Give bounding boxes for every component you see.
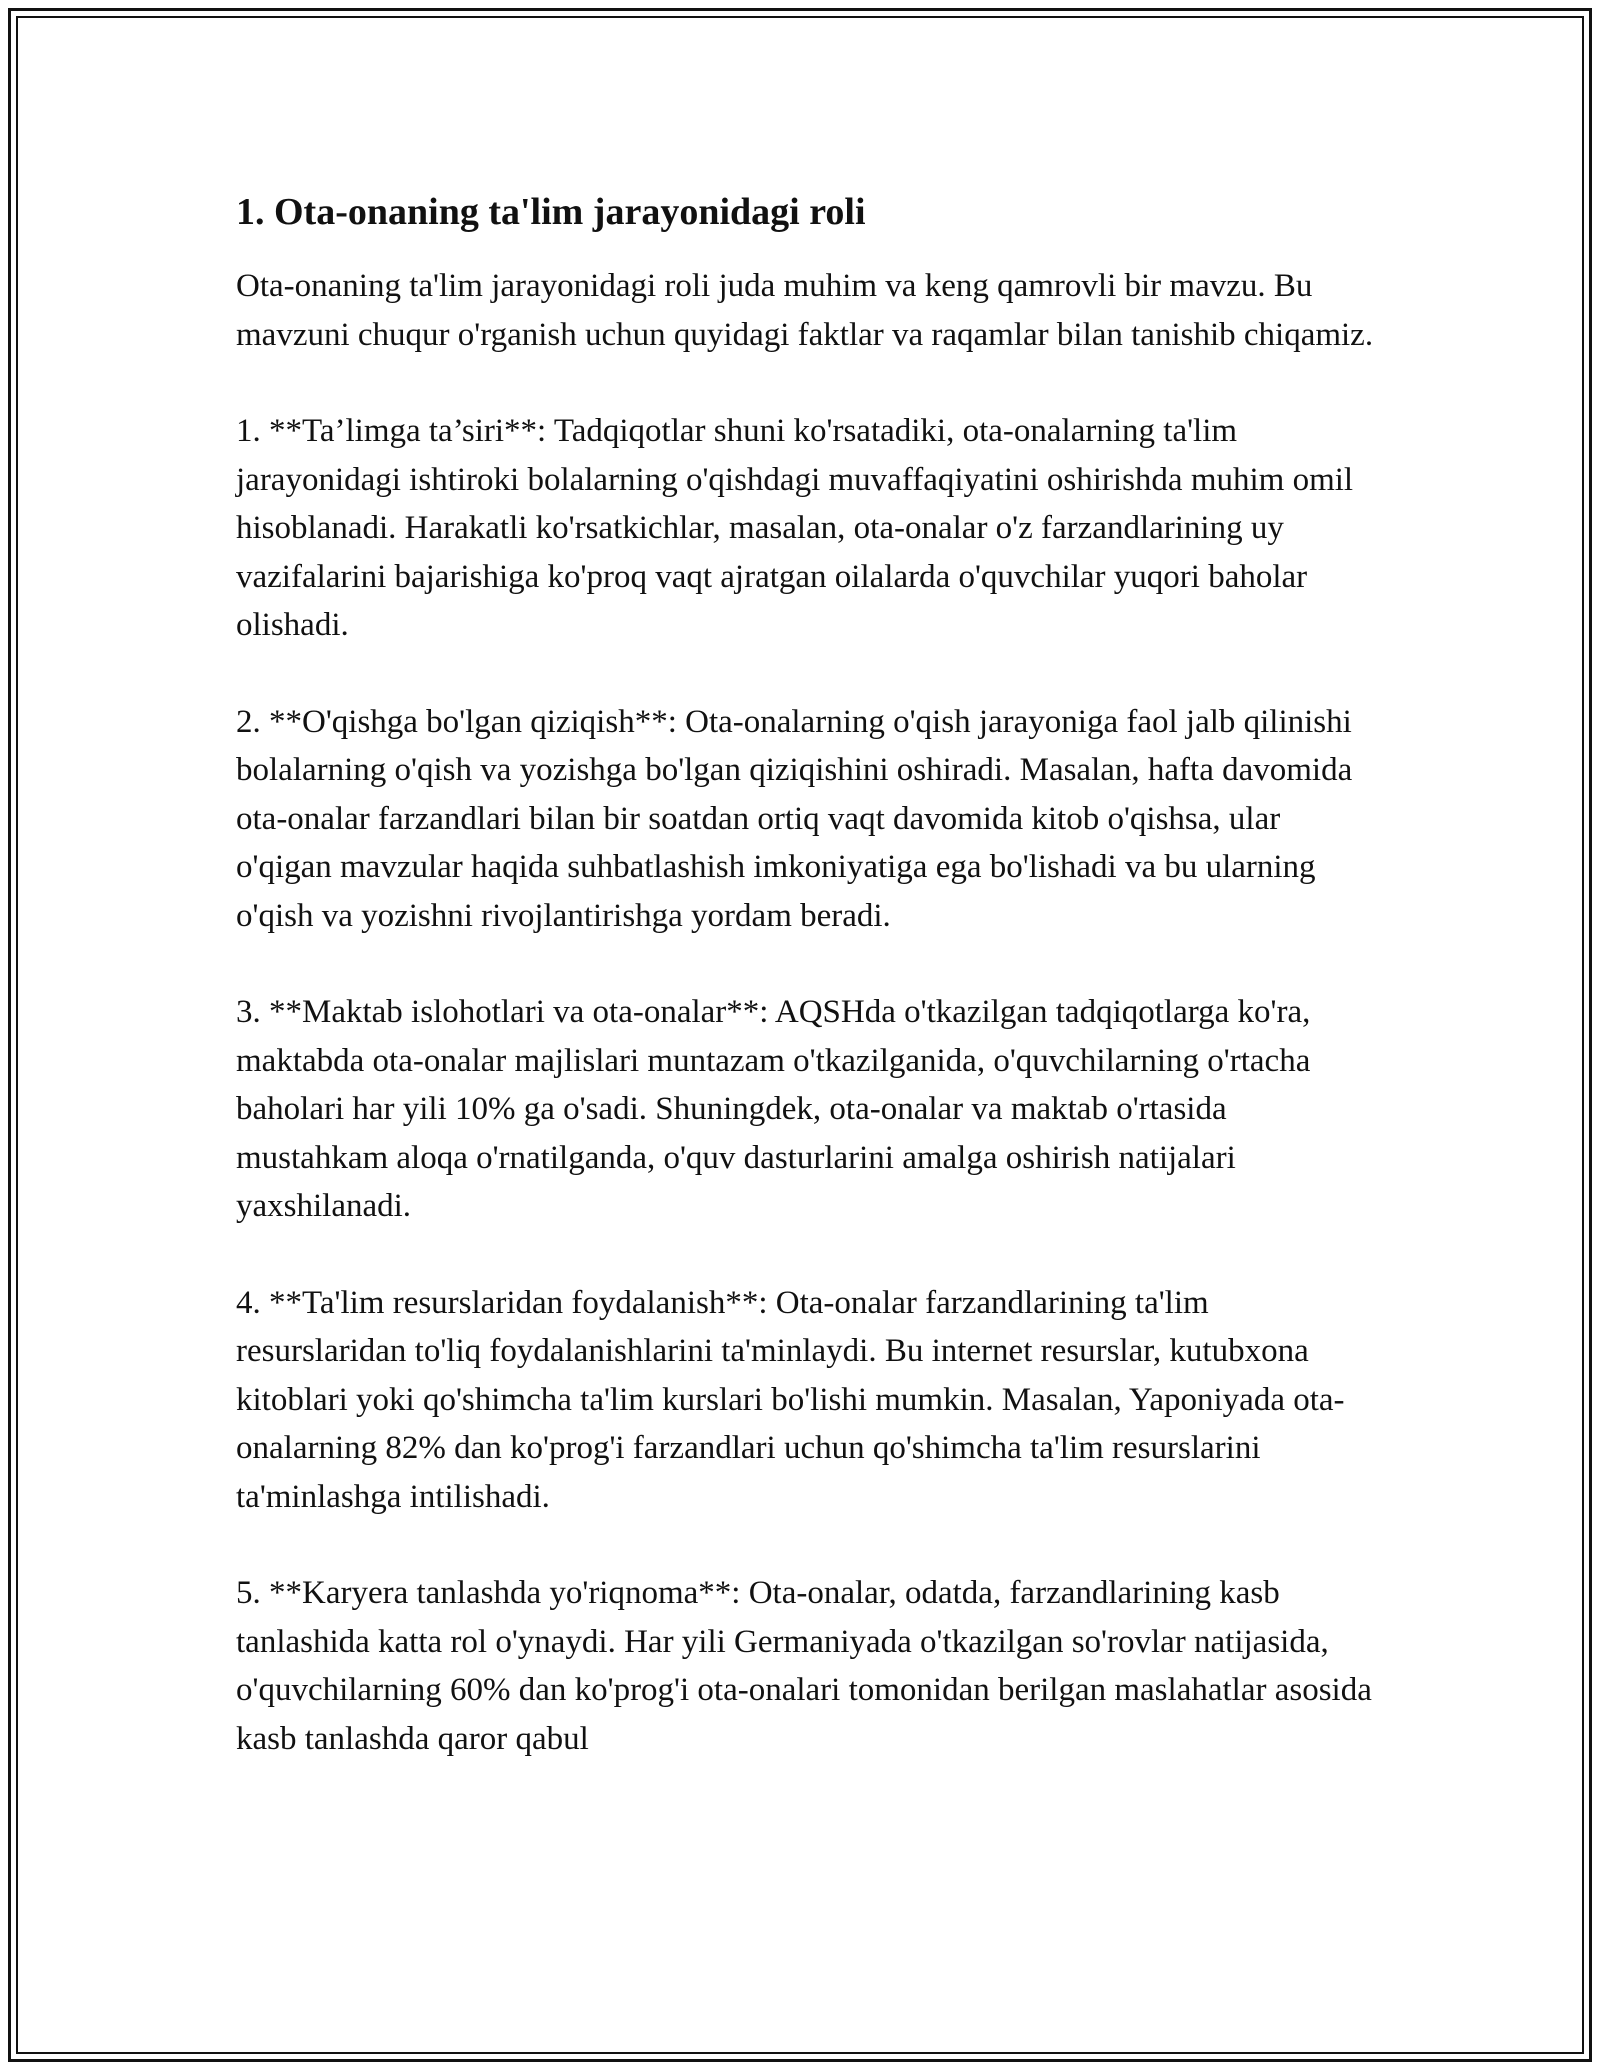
document-title: 1. Ota-onaning ta'lim jarayonidagi roli <box>236 191 866 233</box>
paragraph-item-1: 1. **Ta’limga ta’siri**: Tadqiqotlar shuni ko'rsatadiki, ota-onalarning ta'lim jarayonidagi ishtiroki bolalarning o'qishdagi muvaffaqiyatini oshirishda muhim omil hisoblanadi. Harakatli ko'rsatkichlar, masalan, ota-onalar o'z farzandlarining uy vazifalarini bajarishiga ko'proq vaqt ajratgan oilalarda o'quvchilar yuqori baholar olishadi. <box>236 413 1354 643</box>
paragraph-item-5: 5. **Karyera tanlashda yo'riqnoma**: Ota-onalar, odatda, farzandlarining kasb tanlashida katta rol o'ynaydi. Har yili Germaniyada o'tkazilgan so'rovlar natijasida, o'quvchilarning 60% dan ko'prog'i ota-onalari tomonidan berilgan maslahatlar asosida kasb tanlashda qaror qabul <box>236 1575 1372 1757</box>
intro-paragraph: Ota-onaning ta'lim jarayonidagi roli juda muhim va keng qamrovli bir mavzu. Bu mavzuni chuqur o'rganish uchun quyidagi faktlar va raqamlar bilan tanishib chiqamiz. <box>236 268 1374 353</box>
document-body <box>236 188 1376 1811</box>
paragraph-item-3: 3. **Maktab islohotlari va ota-onalar**: AQSHda o'tkazilgan tadqiqotlarga ko'ra, maktabda ota-onalar majlislari muntazam o'tkazilganida, o'quvchilarning o'rtacha baholari har yili 10% ga o'sadi. Shuningdek, ota-onalar va maktab o'rtasida mustahkam aloqa o'rnatilganda, o'quv dasturlarini amalga oshirish natijalari yaxshilanadi. <box>236 994 1311 1224</box>
paragraph-item-4: 4. **Ta'lim resurslaridan foydalanish**: Ota-onalar farzandlarining ta'lim resurslaridan to'liq foydalanishlarini ta'minlaydi. Bu internet resurslar, kutubxona kitoblari yoki qo'shimcha ta'lim kurslari bo'lishi mumkin. Masalan, Yaponiyada ota-onalarning 82% dan ko'prog'i farzandlari uchun qo'shimcha ta'lim resurslarini ta'minlashga intilishadi. <box>236 1284 1345 1515</box>
paragraph-item-2: 2. **O'qishga bo'lgan qiziqish**: Ota-onalarning o'qish jarayoniga faol jalb qilinishi bolalarning o'qish va yozishga bo'lgan qiziqishini oshiradi. Masalan, hafta davomida ota-onalar farzandlari bilan bir soatdan ortiq vaqt davomida kitob o'qishsa, ular o'qigan mavzular haqida suhbatlashish imkoniyatiga ega bo'lishadi va bu ularning o'qish va yozishni rivojlantirishga yordam beradi. <box>236 703 1353 934</box>
